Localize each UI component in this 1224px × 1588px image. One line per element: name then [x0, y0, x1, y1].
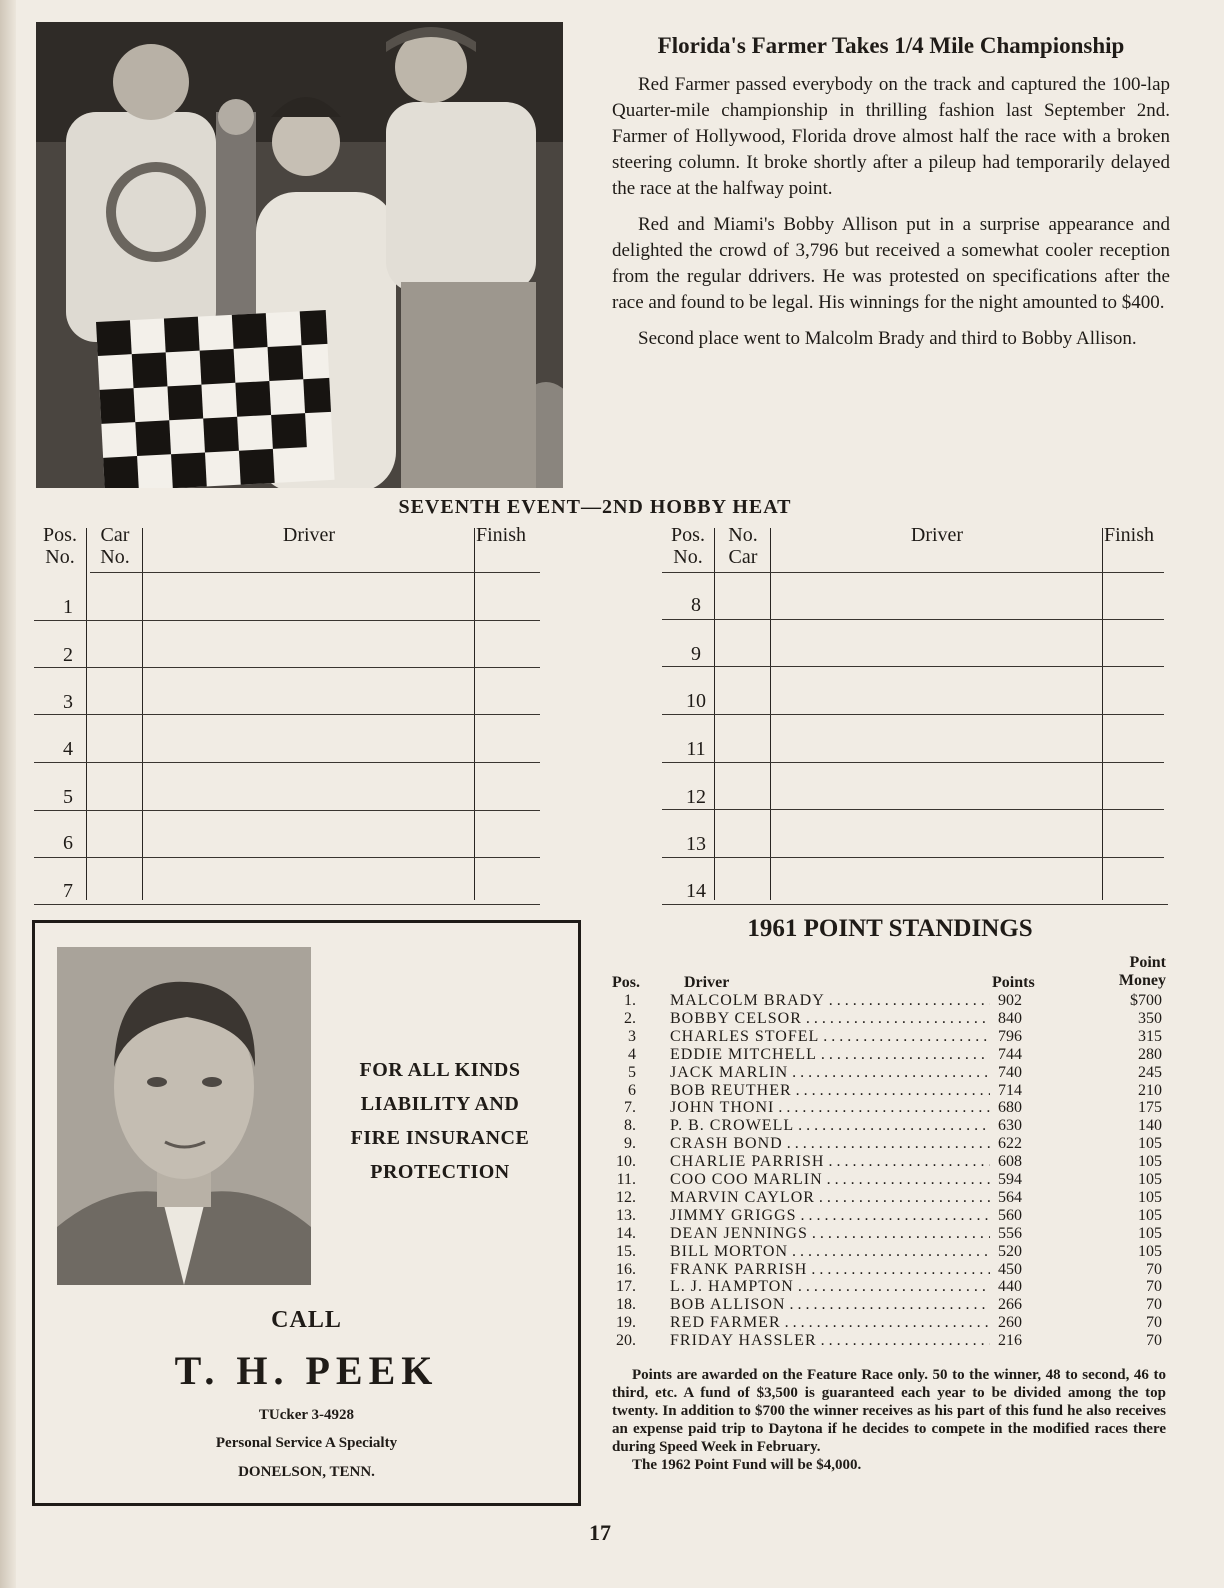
- standing-money: 350: [1138, 1009, 1162, 1027]
- pos-number: 1: [63, 596, 73, 618]
- standing-position: 20.: [616, 1332, 636, 1350]
- event-title: SEVENTH EVENT—2ND HOBBY HEAT: [398, 496, 792, 518]
- standing-money: 175: [1138, 1099, 1162, 1117]
- standing-money: 105: [1138, 1153, 1162, 1171]
- standing-position: 11.: [616, 1171, 636, 1188]
- ad-tagline: Personal Service A Specialty: [215, 1435, 398, 1451]
- standings-row: [612, 1028, 1172, 1046]
- pos-number: 3: [63, 691, 73, 713]
- ad-slogan: [325, 1053, 555, 1189]
- slogan-line: FIRE INSURANCE: [350, 1127, 530, 1149]
- ad-call: CALL: [271, 1307, 342, 1333]
- pos-number: 8: [691, 594, 701, 616]
- standing-money: 105: [1138, 1224, 1162, 1242]
- standings-row: [612, 1296, 1172, 1314]
- pos-number: 5: [63, 786, 73, 808]
- standing-driver: P. B. CROWELL . . .: [670, 1117, 990, 1135]
- pos-number: 7: [63, 880, 73, 902]
- standing-money: 210: [1138, 1081, 1162, 1099]
- points-column-header: Points: [992, 974, 1035, 991]
- standing-position: 9.: [624, 1135, 636, 1153]
- driver-column-header: Driver: [684, 974, 730, 991]
- standing-driver: FRIDAY HASSLER . . .: [670, 1332, 990, 1350]
- standings-title: 1961 POINT STANDINGS: [747, 915, 1033, 942]
- standing-points: 608: [994, 1153, 1042, 1171]
- standing-points: 902: [994, 992, 1042, 1010]
- standing-points: 714: [994, 1082, 1042, 1100]
- pos-number: 6: [63, 832, 73, 854]
- pos-number: 12: [686, 786, 706, 808]
- standing-position: 8.: [624, 1117, 636, 1135]
- article-paragraph: Second place went to Malcolm Brady and third to Bobby Allison.: [638, 328, 1137, 349]
- standings-row: [612, 1046, 1172, 1064]
- standing-driver: CHARLIE PARRISH . . .: [670, 1153, 990, 1171]
- pos-number: 11: [686, 738, 706, 760]
- standing-points: 560: [994, 1207, 1042, 1225]
- pos-number: 2: [63, 644, 73, 666]
- standing-driver: BOB REUTHER . . .: [670, 1082, 990, 1100]
- standing-points: 622: [994, 1135, 1042, 1153]
- standings-row: [612, 1117, 1172, 1135]
- standing-position: 13.: [616, 1206, 636, 1224]
- standing-points: 440: [994, 1278, 1042, 1296]
- standing-points: 744: [994, 1046, 1042, 1064]
- standing-driver: JOHN THONI . . .: [670, 1099, 990, 1117]
- standing-position: 17.: [616, 1278, 636, 1296]
- pos-header: Pos. No.: [43, 524, 77, 568]
- standings-row: [612, 1171, 1172, 1189]
- standings-row: [612, 1332, 1172, 1350]
- standing-position: 7.: [624, 1099, 636, 1117]
- page-number: 17: [589, 1520, 611, 1545]
- standings-row: [612, 1064, 1172, 1082]
- standing-driver: RED FARMER . . .: [670, 1314, 990, 1332]
- ad-phone: TUcker 3-4928: [258, 1407, 355, 1423]
- standing-position: 6: [628, 1081, 636, 1099]
- standing-money: 70: [1146, 1314, 1162, 1332]
- standing-points: 680: [994, 1099, 1042, 1117]
- standing-driver: BOBBY CELSOR . . .: [670, 1010, 990, 1028]
- slogan-line: FOR ALL KINDS: [359, 1059, 521, 1081]
- standing-points: 796: [994, 1028, 1042, 1046]
- pos-header: Pos. No.: [671, 524, 705, 568]
- standings-row: [612, 1153, 1172, 1171]
- finish-header: Finish: [1104, 524, 1155, 546]
- car-header: No. Car: [728, 524, 758, 568]
- standing-points: 260: [994, 1314, 1042, 1332]
- standing-driver: BOB ALLISON . . .: [670, 1296, 990, 1314]
- standings-note-fund: The 1962 Point Fund will be $4,000.: [632, 1457, 862, 1473]
- standing-money: 105: [1138, 1135, 1162, 1153]
- standing-points: 520: [994, 1243, 1042, 1261]
- standing-money: 105: [1138, 1242, 1162, 1260]
- standing-position: 3: [628, 1027, 636, 1045]
- binding-edge: [0, 0, 16, 1588]
- pos-number: 9: [691, 643, 701, 665]
- standings-notes: [612, 1366, 1166, 1474]
- standing-position: 12.: [616, 1188, 636, 1206]
- standings-note: Points are awarded on the Feature Race only. 50 to the winner, 48 to second, 46 to third, etc. A fund of $3,500 is guaranteed each year to be divided among the top twenty. In addition to $700 the winner receives as his part of this fund he also receives an expense paid trip to Daytona if he decides to compete in the modified races there during Speed Week in February.: [612, 1367, 1166, 1455]
- standing-position: 1.: [624, 992, 636, 1009]
- standings-row: [612, 1243, 1172, 1261]
- driver-header: Driver: [282, 524, 336, 546]
- ad-location: DONELSON, TENN.: [238, 1464, 375, 1480]
- article-paragraph: Red and Miami's Bobby Allison put in a surprise appearance and delighted the crowd of 3,796 but received a somewhat cooler reception from the regular ddrivers. He was protested on specifications after the race and found to be legal. His winnings for the night amounted to $400.: [612, 214, 1170, 313]
- standing-money: 105: [1138, 1206, 1162, 1224]
- standing-driver: MARVIN CAYLOR . . .: [670, 1189, 990, 1207]
- standing-driver: COO COO MARLIN . . .: [670, 1171, 990, 1189]
- standing-points: 740: [994, 1064, 1042, 1082]
- finish-header: Finish: [476, 524, 527, 546]
- article: [612, 30, 1170, 362]
- standings-row: [612, 1099, 1172, 1117]
- standing-points: 630: [994, 1117, 1042, 1135]
- standing-driver: CHARLES STOFEL . . .: [670, 1028, 990, 1046]
- money-column-header-line1: Point: [1129, 954, 1166, 971]
- slogan-line: PROTECTION: [370, 1161, 510, 1183]
- standing-position: 19.: [616, 1314, 636, 1332]
- standings-row: [612, 1189, 1172, 1207]
- standing-driver: JACK MARLIN . . .: [670, 1064, 990, 1082]
- standing-money: 315: [1138, 1027, 1162, 1045]
- standing-driver: FRANK PARRISH . . .: [670, 1261, 990, 1279]
- standing-position: 15.: [616, 1242, 636, 1260]
- standings-row: [612, 1261, 1172, 1279]
- standings-row: [612, 1278, 1172, 1296]
- article-title: Florida's Farmer Takes 1/4 Mile Championship: [657, 33, 1125, 58]
- money-column-header-line2: Money: [1118, 972, 1166, 989]
- standing-position: 14.: [616, 1224, 636, 1242]
- standing-points: 216: [994, 1332, 1042, 1350]
- standings-row: [612, 1082, 1172, 1100]
- standing-points: 556: [994, 1225, 1042, 1243]
- standing-driver: BILL MORTON . . .: [670, 1243, 990, 1261]
- standing-money: 70: [1146, 1260, 1162, 1278]
- standings-row: [612, 1010, 1172, 1028]
- standing-money: 70: [1146, 1296, 1162, 1314]
- article-paragraph: Red Farmer passed everybody on the track and captured the 100-lap Quarter-mile championship in thrilling fashion last September 2nd. Farmer of Hollywood, Florida drove almost half the race with a broken steering column. It broke shortly after a pileup had temporarily delayed the race at the halfway point.: [612, 74, 1170, 199]
- standing-money: 70: [1146, 1278, 1162, 1296]
- standings-row: [612, 1207, 1172, 1225]
- standing-money: $700: [1130, 992, 1162, 1009]
- standing-points: 266: [994, 1296, 1042, 1314]
- standing-money: 245: [1138, 1063, 1162, 1081]
- standing-position: 5: [628, 1063, 636, 1081]
- standings-row: [612, 1314, 1172, 1332]
- standing-position: 2.: [624, 1009, 636, 1027]
- standing-points: 840: [994, 1010, 1042, 1028]
- standing-money: 105: [1138, 1188, 1162, 1206]
- standing-points: 594: [994, 1171, 1042, 1189]
- slogan-line: LIABILITY AND: [360, 1093, 520, 1115]
- standing-driver: JIMMY GRIGGS . . .: [670, 1207, 990, 1225]
- pos-number: 14: [686, 880, 706, 902]
- standings-row: [612, 1135, 1172, 1153]
- standing-money: 105: [1138, 1171, 1162, 1188]
- insurance-ad: [32, 920, 581, 1506]
- pos-column-header: Pos.: [612, 974, 640, 991]
- portrait-photo: [57, 947, 311, 1285]
- car-header: Car No.: [100, 524, 130, 568]
- driver-header: Driver: [910, 524, 964, 546]
- standing-points: 450: [994, 1261, 1042, 1279]
- standing-driver: MALCOLM BRADY . . .: [670, 992, 990, 1010]
- standing-position: 18.: [616, 1296, 636, 1314]
- standing-driver: CRASH BOND . . .: [670, 1135, 990, 1153]
- ad-name: T. H. PEEK: [174, 1348, 439, 1393]
- standings-row: [612, 1225, 1172, 1243]
- standing-money: 280: [1138, 1045, 1162, 1063]
- standing-position: 10.: [616, 1153, 636, 1171]
- pos-number: 10: [686, 690, 706, 712]
- standing-position: 4: [628, 1045, 636, 1063]
- standing-money: 140: [1138, 1117, 1162, 1135]
- pos-number: 4: [63, 738, 73, 760]
- standings-row: [612, 992, 1172, 1010]
- standing-position: 16.: [616, 1260, 636, 1278]
- standing-driver: L. J. HAMPTON . . .: [670, 1278, 990, 1296]
- pos-number: 13: [686, 833, 706, 855]
- standing-money: 70: [1146, 1332, 1162, 1350]
- standing-points: 564: [994, 1189, 1042, 1207]
- standing-driver: EDDIE MITCHELL . . .: [670, 1046, 990, 1064]
- winners-photo: [36, 22, 563, 488]
- standing-driver: DEAN JENNINGS . . .: [670, 1225, 990, 1243]
